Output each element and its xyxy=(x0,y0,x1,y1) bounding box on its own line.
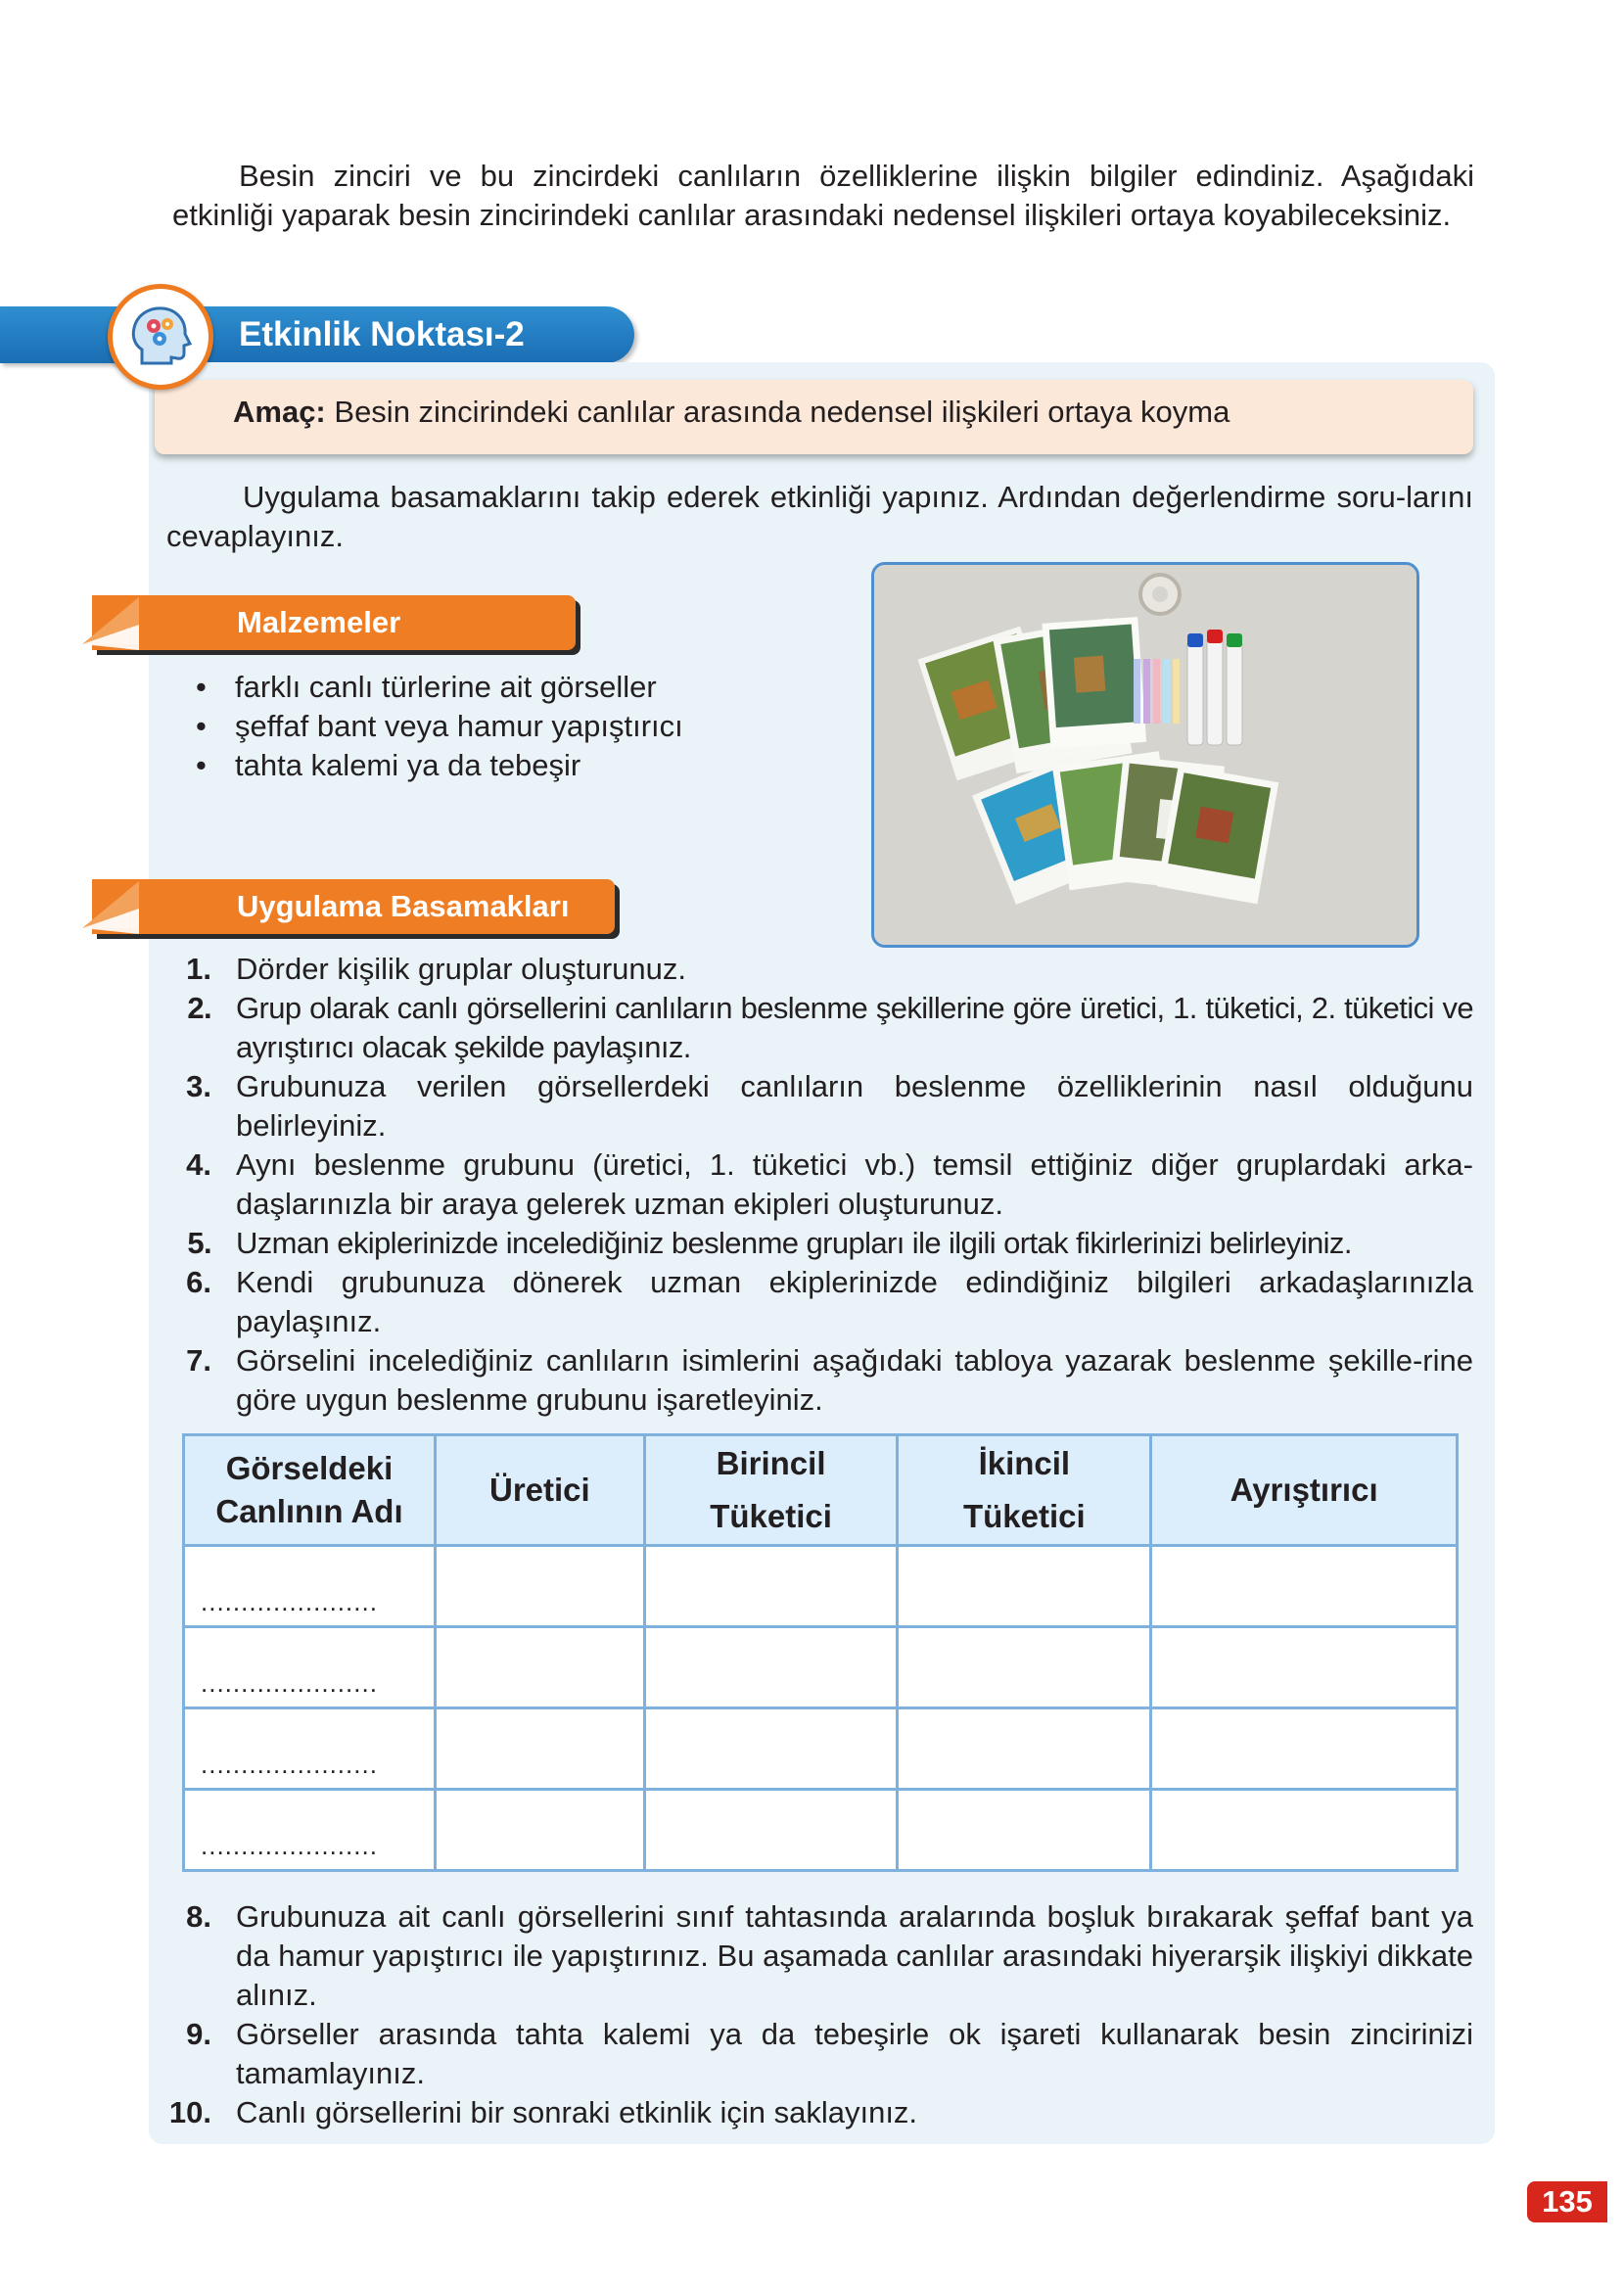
list-item: 1. Dörder kişilik gruplar oluşturunuz. xyxy=(166,950,1473,989)
producer-cell[interactable] xyxy=(437,1628,643,1707)
steps-list-top xyxy=(166,950,1473,1420)
table-header-decomposer: Ayrıştırıcı xyxy=(1152,1436,1456,1544)
activity-title: Etkinlik Noktası-2 xyxy=(239,315,525,353)
list-item: 6. Kendi grubunuza dönerek uzman ekiplerinizde edindiğiniz bilgileri arkadaşlarınızla paylaşınız. xyxy=(166,1263,1473,1341)
step-number: 9. xyxy=(186,2017,211,2051)
activity-header-bar xyxy=(0,306,634,363)
list-item: 2. Grup olarak canlı görsellerini canlıların beslenme şekillerine göre üretici, 1. tüketici, 2. tüketici ve ayrıştırıcı olacak şekilde paylaşınız. xyxy=(166,989,1473,1067)
ribbon-fold-icon xyxy=(82,595,141,650)
table-row xyxy=(185,1791,1456,1869)
list-item: 3. Grubunuza verilen görsellerdeki canlıların beslenme özelliklerinin nasıl olduğunu belirleyiniz. xyxy=(166,1067,1473,1146)
table-header-secondary-consumer: İkincil Tüketici xyxy=(899,1436,1149,1544)
instructions-paragraph: Uygulama basamaklarını takip ederek etkinliği yapınız. Ardından değerlendirme soru-larını cevaplayınız. xyxy=(166,480,1473,553)
decomposer-cell[interactable] xyxy=(1152,1791,1456,1869)
step-number: 4. xyxy=(186,1147,211,1182)
step-number: 10. xyxy=(168,2095,211,2129)
step-number: 5. xyxy=(187,1226,211,1260)
list-item: 9. Görseller arasında tahta kalemi ya da tebeşirle ok işareti kullanarak besin zincirinizi tamamlayınız. xyxy=(166,2015,1473,2093)
step-number: 8. xyxy=(186,1899,211,1934)
step-number: 3. xyxy=(186,1069,211,1103)
name-cell[interactable]: ...................... xyxy=(185,1628,434,1707)
intro-paragraph: Besin zinciri ve bu zincirdeki canlıların özelliklerine ilişkin bilgiler edindiniz. Aşağıdaki etkinliği yaparak besin zincirindeki canlılar arasındaki nedensel ilişkileri ortaya koyabileceksiniz. xyxy=(172,159,1474,232)
steps-list-bottom xyxy=(166,1897,1473,2132)
materials-photo xyxy=(871,562,1419,948)
list-item: 5. Uzman ekiplerinizde incelediğiniz beslenme grupları ile ilgili ortak fikirlerinizi belirleyiniz. xyxy=(166,1224,1473,1263)
table-row xyxy=(185,1628,1456,1707)
secondary-consumer-cell[interactable] xyxy=(899,1791,1149,1869)
primary-consumer-cell[interactable] xyxy=(646,1547,897,1625)
decomposer-cell[interactable] xyxy=(1152,1547,1456,1625)
page-number: 135 xyxy=(1527,2181,1607,2222)
list-item: 7. Görselini incelediğiniz canlıların isimlerini aşağıdaki tabloya yazarak beslenme şekille-rine göre uygun beslenme grubunu işaretleyiniz. xyxy=(166,1341,1473,1420)
producer-cell[interactable] xyxy=(437,1791,643,1869)
producer-cell[interactable] xyxy=(437,1547,643,1625)
materials-ribbon xyxy=(92,595,576,650)
list-item: • tahta kalemi ya da tebeşir xyxy=(196,746,683,785)
list-item: • şeffaf bant veya hamur yapıştırıcı xyxy=(196,707,683,746)
producer-cell[interactable] xyxy=(437,1709,643,1788)
step-number: 7. xyxy=(186,1343,211,1378)
primary-consumer-cell[interactable] xyxy=(646,1628,897,1707)
secondary-consumer-cell[interactable] xyxy=(899,1709,1149,1788)
aim-box xyxy=(155,380,1473,454)
list-item: 8. Grubunuza ait canlı görsellerini sınıf tahtasında aralarında boşluk bırakarak şeffaf bant ya da hamur yapıştırıcı ile yapıştırınız. Bu aşamada canlılar arasındaki hiyerarşik ilişkiyi dikkate alınız. xyxy=(166,1897,1473,2015)
classification-table xyxy=(182,1433,1459,1872)
table-row xyxy=(185,1547,1456,1625)
step-number: 2. xyxy=(187,991,211,1025)
step-number: 1. xyxy=(186,952,211,986)
secondary-consumer-cell[interactable] xyxy=(899,1547,1149,1625)
head-gears-icon xyxy=(108,284,213,390)
ribbon-fold-icon xyxy=(82,879,141,934)
table-header-name: Görseldeki Canlının Adı xyxy=(185,1436,434,1544)
secondary-consumer-cell[interactable] xyxy=(899,1628,1149,1707)
steps-ribbon xyxy=(92,879,615,934)
decomposer-cell[interactable] xyxy=(1152,1709,1456,1788)
table-row xyxy=(185,1709,1456,1788)
list-item: 4. Aynı beslenme grubunu (üretici, 1. tüketici vb.) temsil ettiğiniz diğer gruplardaki arka-daşlarınızla bir araya gelerek uzman ekipleri oluşturunuz. xyxy=(166,1146,1473,1224)
step-number: 6. xyxy=(186,1265,211,1299)
name-cell[interactable]: ...................... xyxy=(185,1709,434,1788)
table-header-producer: Üretici xyxy=(437,1436,643,1544)
aim-label: Amaç: xyxy=(233,395,326,429)
steps-heading: Uygulama Basamakları xyxy=(237,889,570,923)
primary-consumer-cell[interactable] xyxy=(646,1709,897,1788)
name-cell[interactable]: ...................... xyxy=(185,1547,434,1625)
name-cell[interactable]: ...................... xyxy=(185,1791,434,1869)
primary-consumer-cell[interactable] xyxy=(646,1791,897,1869)
table-header-primary-consumer: Birincil Tüketici xyxy=(646,1436,897,1544)
list-item: • farklı canlı türlerine ait görseller xyxy=(196,668,683,707)
list-item: 10. Canlı görsellerini bir sonraki etkinlik için saklayınız. xyxy=(166,2093,1473,2132)
aim-text: Besin zincirindeki canlılar arasında nedensel ilişkileri ortaya koyma xyxy=(334,395,1230,429)
materials-heading: Malzemeler xyxy=(237,605,401,639)
decomposer-cell[interactable] xyxy=(1152,1628,1456,1707)
materials-list xyxy=(196,668,683,785)
